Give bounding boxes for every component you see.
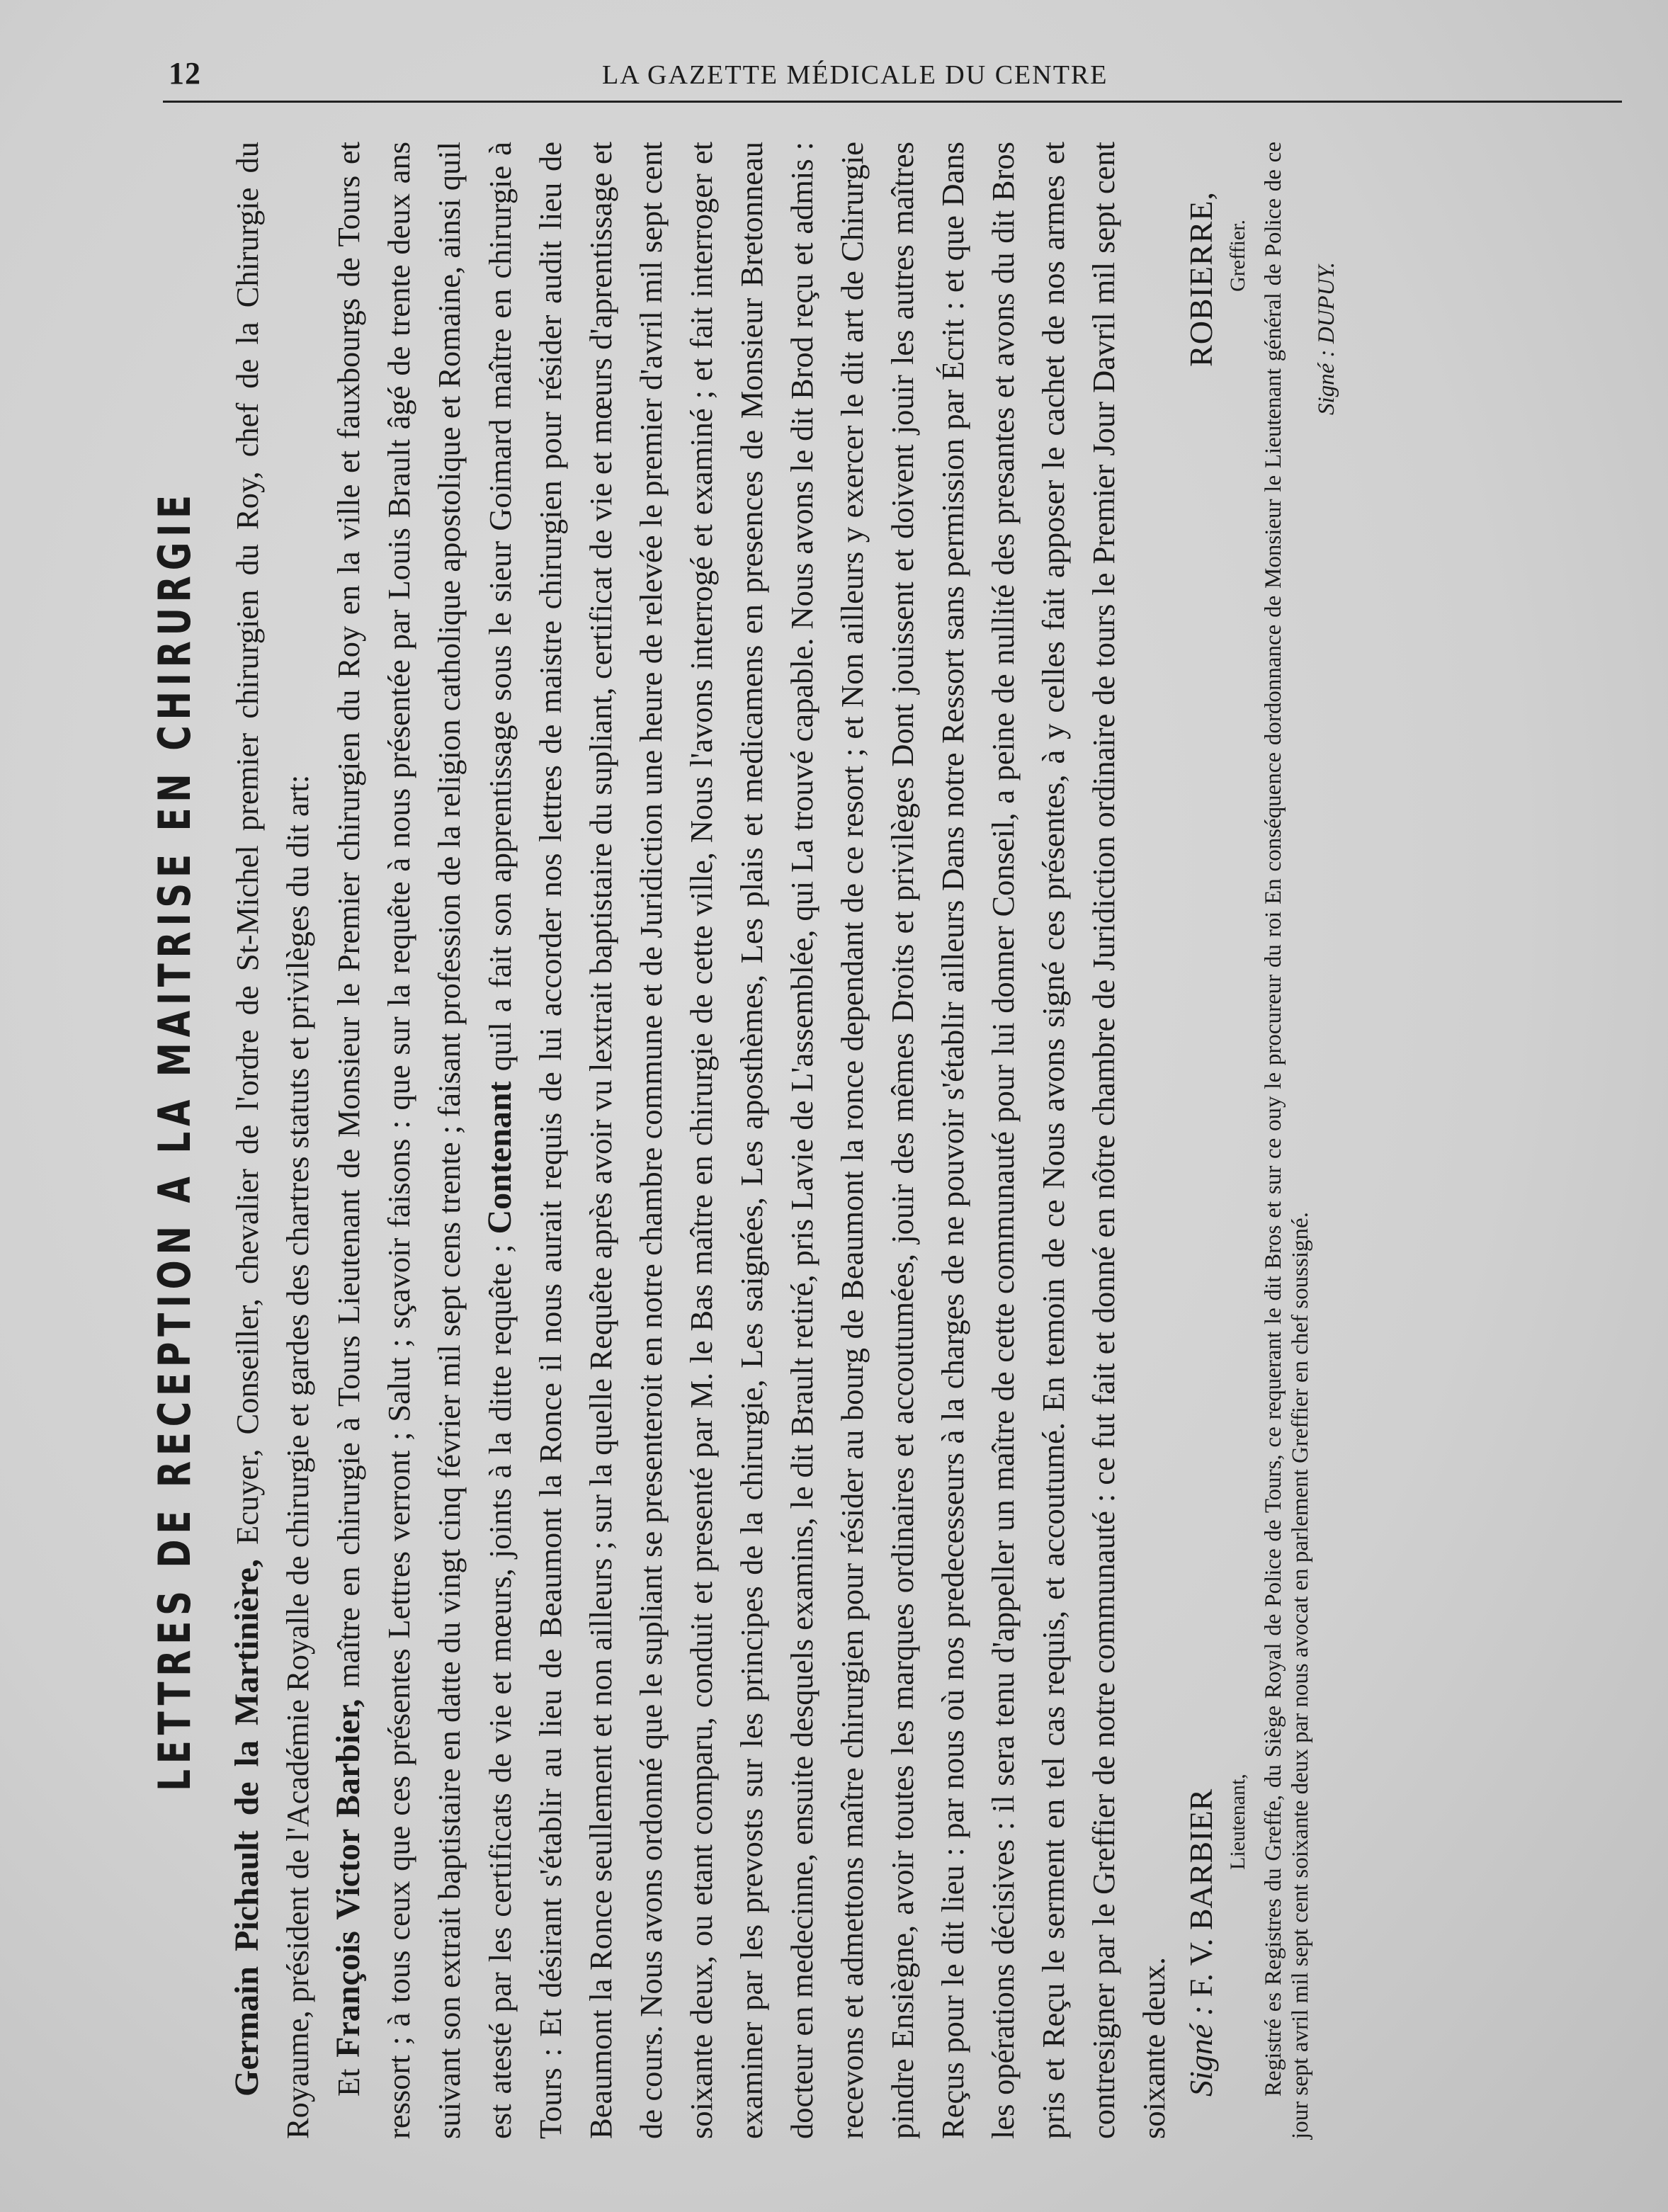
barbier-role: Lieutenant, bbox=[1226, 1774, 1249, 1870]
paragraph-1-text: Ecuyer, Conseiller, chevalier de l'ordre de St-Michel premier chirurgien du Roy, chef de la Chirurgie du Royaume, président de l'Académie Royalle de chirurgie et gardes des chartres statuts et privilèges du dit art: bbox=[229, 142, 315, 2139]
barbier-signature-name: F. V. BARBIER bbox=[1183, 1788, 1219, 2005]
header-rule bbox=[163, 101, 1622, 103]
running-head bbox=[0, 55, 1668, 105]
paragraph-2-text-a: maître en chirurgie à Tours Lieutenant de Monsieur le Premier chirurgien du Roy en la ville et fauxbourgs de Tours et ressort ; à tous ceux que ces présentes Lettres verront ; Salut ; sçavoir faisons : que sur la requête à nous présentée par Louis Brault âgé de trente deux ans suivant son extrait baptistaire en datte du vingt cinq février mil sept cens trente ; faisant profession de la religion catholique apostolique et Romaine, ainsi quil est atesté par les certificats de vie et mœurs, joints à la ditte requête ; bbox=[331, 142, 518, 2139]
registration-note: Registré es Registres du Greffe, du Siège Royal de Police de Tours, ce requerant le dit Bros et sur ce ouy le procureur du roi En conséquence dordonnance de Monsieur le Lieutenant général de Police de ce jour sept avril mil sept cent soixante deux par nous avocat en parlement Greffier en chef soussigné. bbox=[1261, 142, 1313, 2139]
paragraph-2-lead: Et bbox=[331, 2057, 366, 2097]
paragraph-2-text-b: quil a fait son apprentissage sous le sieur Goimard maître en chirurgie à Tours : Et désirant s'établir au lieu de Beaumont la Ronce il nous aurait requis de lui accorder nos lettres de maistre chirurgien pour résider audit lieu de Beaumont la Ronce seullement et non ailleurs ; sur la quelle Requête après avoir vu lextrait baptistaire du supliant, certificat de vie et mœurs d'aprentissage et de cours. Nous avons ordonné que le supliant se presenteroit en notre chambre commune et de Juridiction une heure de relevée le premier d'avril mil sept cent soixante deux, ou etant comparu, conduit et presenté par M. le Bas maître en chirurgie de cette ville, Nous l'avons interrogé et examiné ; et fait interroger et examiner par les prevosts sur les principes de la chirurgie, Les saignées, Les aposthèmes, Les plais et medicamens en presences de Monsieur Bretonneau docteur en medecinne, ensuite desquels examins, le dit Brault retiré, pris Lavie de L'assemblée, qui La trouvé capable. Nous avons le dit Brod reçu et admis : recevons et admettons maître chirurgien pour résider au bourg de Beaumont la ronce dependant de ce resort ; et Non ailleurs y exercer le dit art de Chirurgie pindre Ensiègne, avoir toutes les marques ordinaires et accoutumées, jouir des mêmes Droits et privilèges Dont jouissent et doivent jouir les autres maîtres Reçus pour le dit lieu : par nous où nos predecesseurs à la charges de ne pouvoir s'établir ailleurs Dans notre Ressort sans permission par Écrit : et que Dans les opérations décisives : il sera tenu d'appeller un maître de cette communauté pour lui donner Conseil, a peine de nullité des presantes et avons du dit Bros pris et Reçu le serment en tel cas requis, et accoutumé. En temoin de ce Nous avons signé ces présentes, à y celles fait apposer le cachet de nos armes et contresigner par le Greffier de notre communauté : ce fut fait et donné en nôtre chambre de Juridiction ordinaire de tours le Premier Jour Davril mil sept cent soixante deux. bbox=[482, 142, 1171, 2139]
signature-barbier bbox=[1182, 1789, 1220, 2097]
signe-label: Signé : bbox=[1183, 2004, 1219, 2097]
robierre-role: Greffier. bbox=[1226, 220, 1249, 292]
barbier-name: François Victor Barbier, bbox=[329, 1698, 367, 2058]
paragraph-1 bbox=[222, 142, 323, 2139]
signature-robierre: ROBIERRE, bbox=[1183, 191, 1219, 367]
article-body bbox=[222, 142, 1179, 2139]
paragraph-2 bbox=[323, 142, 1179, 2139]
page-number: 12 bbox=[169, 56, 201, 91]
rotated-article bbox=[135, 142, 1579, 2139]
martiniere-name: Germain Pichault de la Martinière, bbox=[228, 1559, 266, 2097]
contenant-word: Contenant bbox=[481, 1081, 518, 1235]
signatures bbox=[1182, 142, 1260, 2139]
article-title: LETTRES DE RECEPTION A LA MAITRISE EN CHIRURGIE bbox=[149, 489, 200, 1791]
journal-title: LA GAZETTE MÉDICALE DU CENTRE bbox=[602, 60, 1108, 90]
registration-signature: Signé : DUPUY. bbox=[1314, 262, 1339, 416]
